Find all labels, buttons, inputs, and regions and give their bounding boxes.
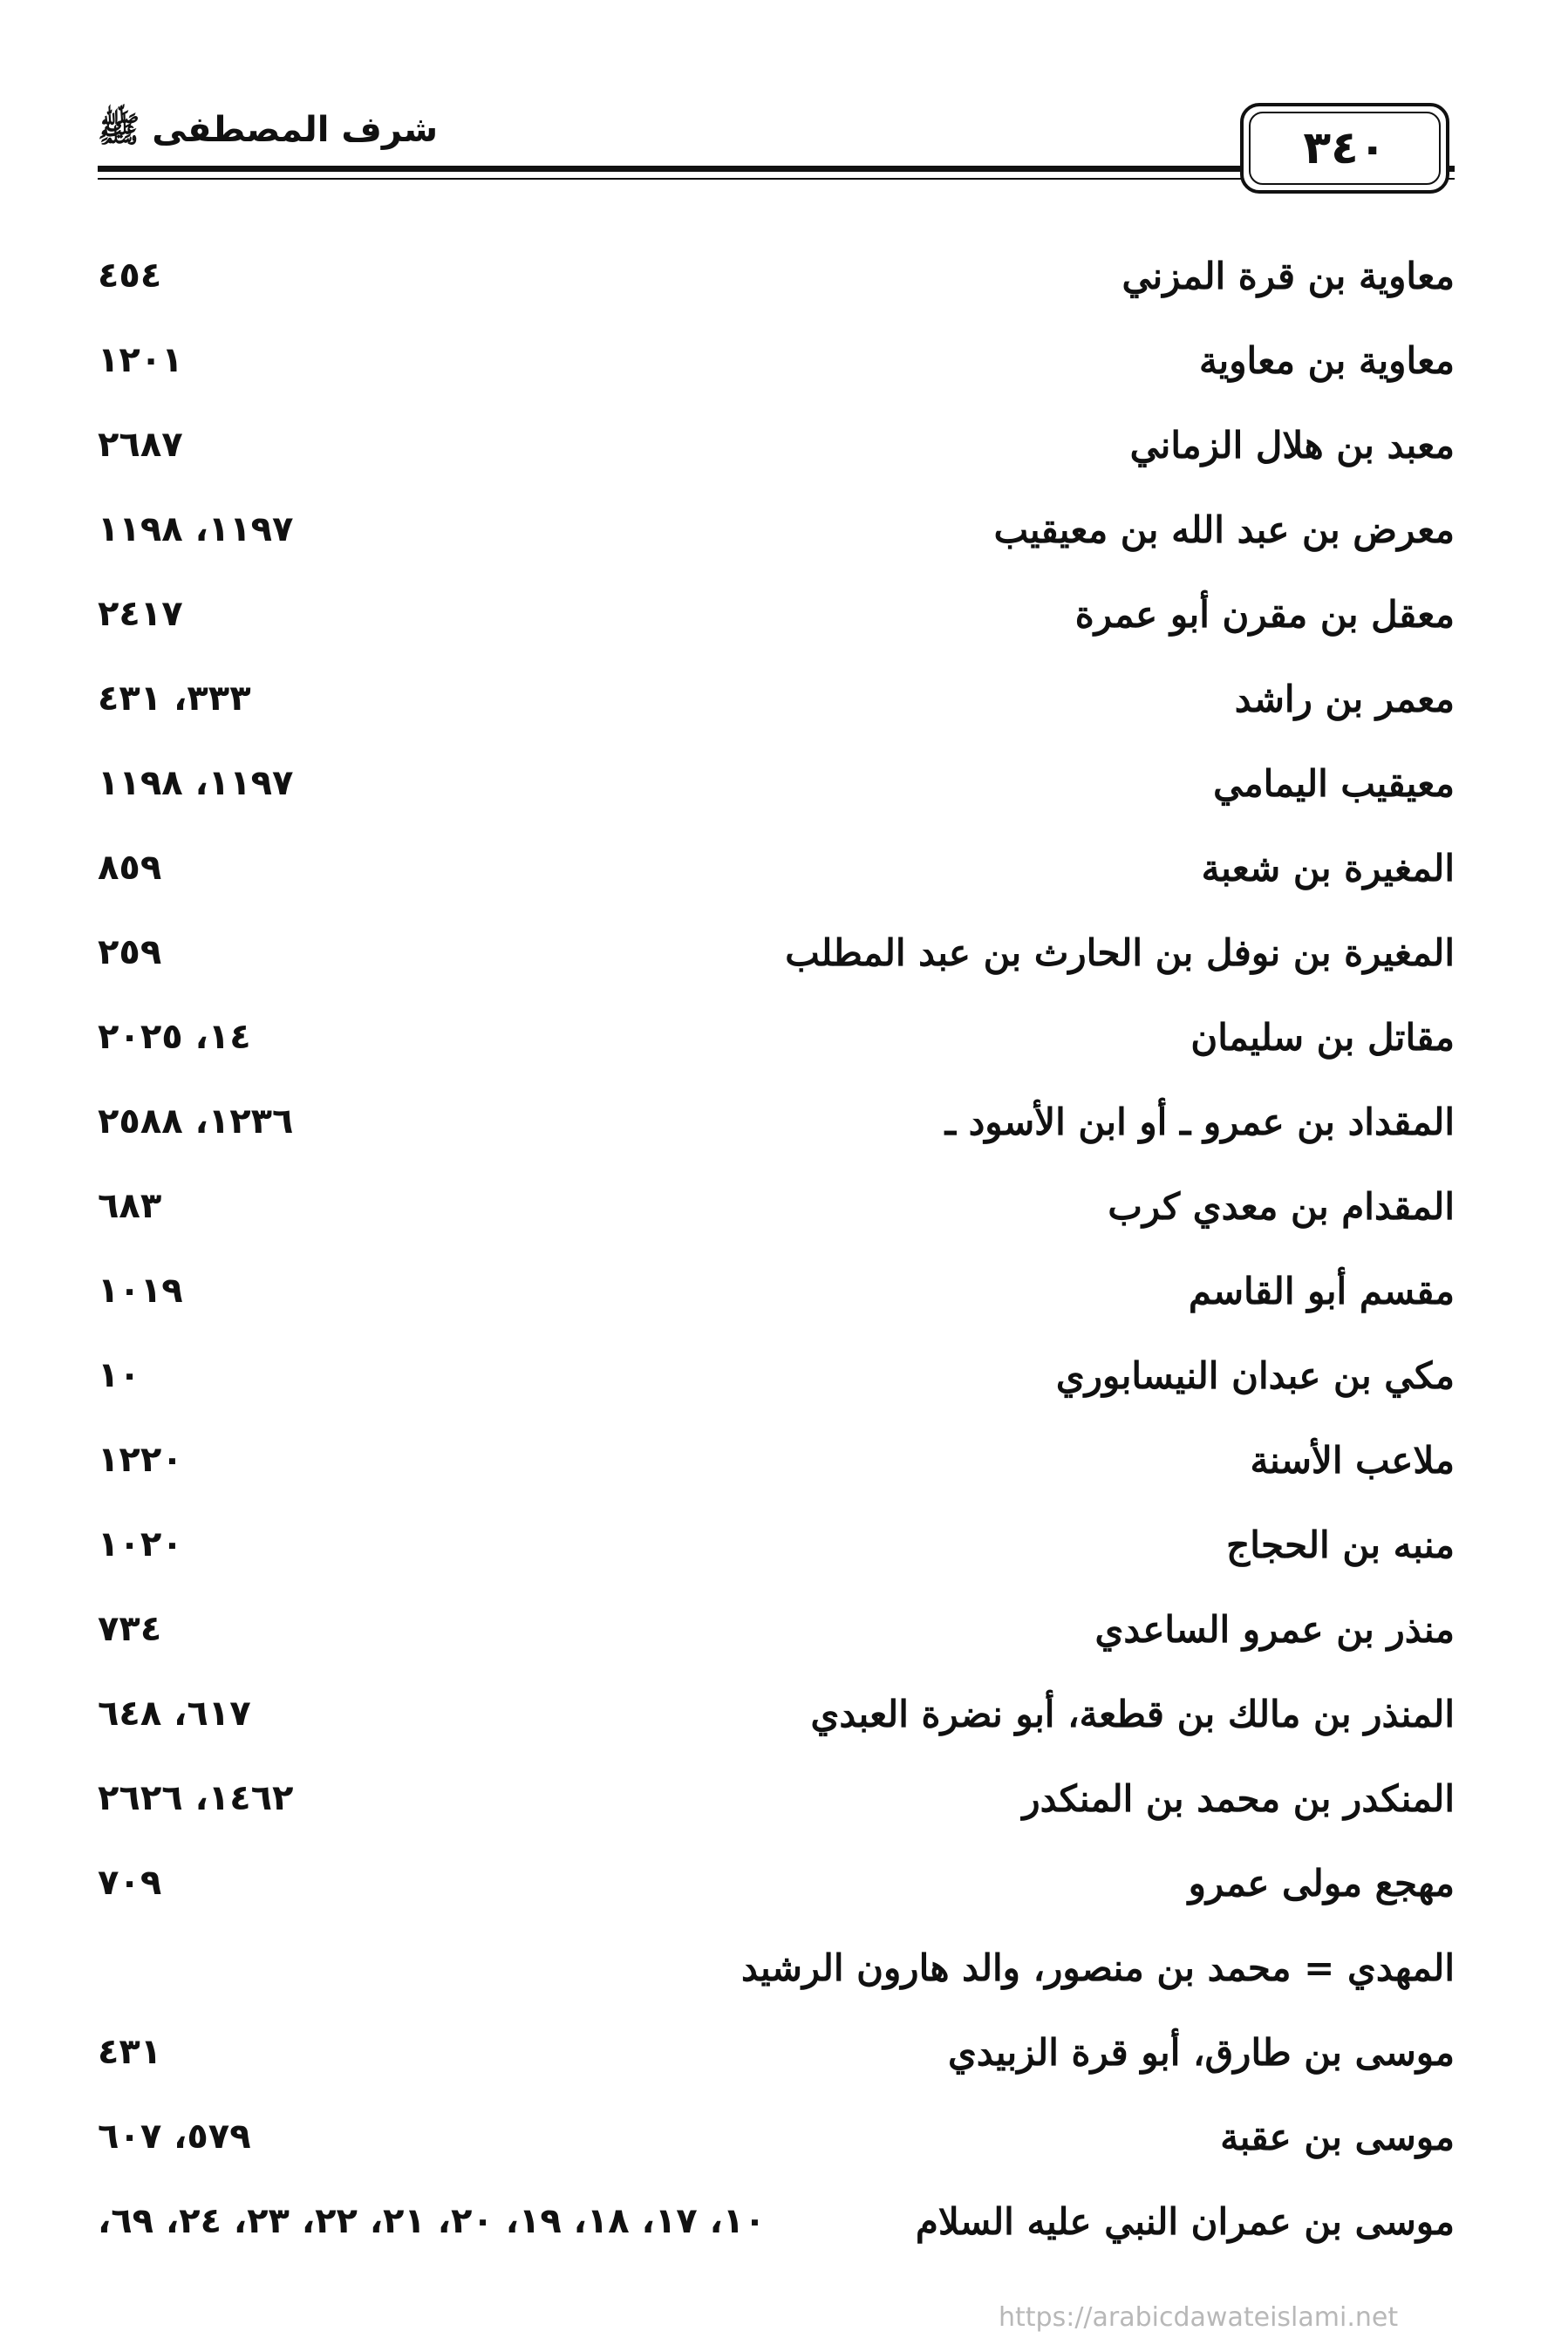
entry-page-refs: ١٤، ٢٠٢٥ bbox=[98, 1017, 251, 1057]
index-entry bbox=[98, 910, 1455, 995]
index-entry bbox=[98, 234, 1455, 318]
entry-name: المنذر بن مالك بن قطعة، أبو نضرة العبدي bbox=[810, 1693, 1455, 1735]
index-entry bbox=[98, 657, 1455, 741]
entry-name: معاوية بن معاوية bbox=[1199, 339, 1455, 382]
entry-name: مقاتل بن سليمان bbox=[1190, 1016, 1455, 1059]
index-entry bbox=[98, 2095, 1455, 2179]
index-entry bbox=[98, 1080, 1455, 1164]
entry-page-refs: ١٠٢٠ bbox=[98, 1524, 183, 1564]
entry-page-refs: ١١٩٧، ١١٩٨ bbox=[98, 509, 294, 549]
entry-name: منبه بن الحجاج bbox=[1226, 1523, 1455, 1566]
entry-page-refs: ٣٣٣، ٤٣١ bbox=[98, 678, 251, 719]
index-entry bbox=[98, 487, 1455, 572]
entry-page-refs: ٧٣٤ bbox=[98, 1609, 162, 1649]
entry-name: المهدي = محمد بن منصور، والد هارون الرشيد bbox=[741, 1946, 1455, 1989]
entry-page-refs: ١٠ bbox=[98, 1355, 140, 1395]
entry-page-refs: ١٤٦٢، ٢٦٢٦ bbox=[98, 1778, 294, 1818]
index-entry bbox=[98, 1672, 1455, 1756]
entry-name: معاوية بن قرة المزني bbox=[1121, 255, 1455, 297]
index-entry bbox=[98, 2010, 1455, 2095]
index-entry bbox=[98, 995, 1455, 1080]
entry-name: المغيرة بن نوفل بن الحارث بن عبد المطلب bbox=[785, 931, 1455, 974]
watermark-url: https://arabicdawateislami.net bbox=[999, 2302, 1399, 2333]
entry-page-refs: ١٢٣٦، ٢٥٨٨ bbox=[98, 1101, 294, 1142]
entry-name: معيقيب اليمامي bbox=[1213, 762, 1455, 805]
entry-page-refs: ١٠، ١٧، ١٨، ١٩، ٢٠، ٢١، ٢٢، ٢٣، ٢٤، ٦٩، bbox=[98, 2201, 766, 2241]
entry-name: معقل بن مقرن أبو عمرة bbox=[1074, 593, 1455, 636]
index-entry bbox=[98, 741, 1455, 826]
index-entry bbox=[98, 318, 1455, 403]
entry-name: موسى بن عقبة bbox=[1220, 2116, 1455, 2158]
entry-name: المقداد بن عمرو ـ أو ابن الأسود ـ bbox=[944, 1101, 1455, 1143]
entry-page-refs: ١٠١٩ bbox=[98, 1271, 183, 1311]
entry-page-refs: ٥٧٩، ٦٠٧ bbox=[98, 2116, 251, 2157]
index-entry bbox=[98, 1249, 1455, 1333]
index-list bbox=[98, 234, 1455, 2264]
entry-name: المقدام بن معدي كرب bbox=[1108, 1185, 1455, 1228]
entry-name: معبد بن هلال الزماني bbox=[1129, 424, 1455, 467]
index-entry bbox=[98, 1587, 1455, 1672]
entry-name: مقسم أبو القاسم bbox=[1188, 1270, 1455, 1312]
entry-name: موسى بن عمران النبي عليه السلام bbox=[915, 2200, 1455, 2243]
entry-name: موسى بن طارق، أبو قرة الزبيدي bbox=[947, 2031, 1455, 2074]
entry-name: مهجع مولى عمرو bbox=[1188, 1862, 1455, 1905]
entry-page-refs: ٦٨٣ bbox=[98, 1186, 162, 1226]
index-entry bbox=[98, 2179, 1455, 2264]
entry-page-refs: ٤٥٤ bbox=[98, 256, 162, 296]
entry-page-refs: ٧٠٩ bbox=[98, 1863, 162, 1903]
entry-name: ملاعب الأسنة bbox=[1250, 1439, 1455, 1482]
page-number-frame bbox=[1240, 103, 1449, 194]
page-number: ٣٤٠ bbox=[1249, 112, 1441, 185]
entry-page-refs: ١٢٢٠ bbox=[98, 1440, 183, 1480]
entry-page-refs: ١٢٠١ bbox=[98, 340, 183, 380]
index-entry bbox=[98, 826, 1455, 910]
entry-page-refs: ٨٥٩ bbox=[98, 848, 162, 888]
index-entry bbox=[98, 1164, 1455, 1249]
entry-page-refs: ٢٤١٧ bbox=[98, 594, 183, 634]
entry-page-refs: ١١٩٧، ١١٩٨ bbox=[98, 763, 294, 803]
index-entry bbox=[98, 403, 1455, 487]
index-entry bbox=[98, 1333, 1455, 1418]
entry-page-refs: ٢٥٩ bbox=[98, 932, 162, 972]
entry-name: مكي بن عبدان النيسابوري bbox=[1055, 1354, 1455, 1397]
running-title: شرف المصطفى ﷺ bbox=[98, 110, 439, 150]
index-entry bbox=[98, 1841, 1455, 1926]
entry-name: معمر بن راشد bbox=[1234, 678, 1455, 720]
index-entry bbox=[98, 1756, 1455, 1841]
entry-name: معرض بن عبد الله بن معيقيب bbox=[993, 508, 1455, 551]
entry-page-refs: ٤٣١ bbox=[98, 2032, 162, 2072]
entry-name: المغيرة بن شعبة bbox=[1201, 847, 1455, 890]
index-entry bbox=[98, 572, 1455, 657]
entry-page-refs: ٦١٧، ٦٤٨ bbox=[98, 1694, 251, 1734]
index-entry bbox=[98, 1418, 1455, 1503]
page-header bbox=[98, 103, 1455, 199]
index-entry bbox=[98, 1926, 1455, 2010]
entry-name: منذر بن عمرو الساعدي bbox=[1094, 1608, 1455, 1651]
entry-page-refs: ٢٦٨٧ bbox=[98, 425, 183, 465]
index-entry bbox=[98, 1503, 1455, 1587]
entry-name: المنكدر بن محمد بن المنكدر bbox=[1022, 1777, 1455, 1820]
